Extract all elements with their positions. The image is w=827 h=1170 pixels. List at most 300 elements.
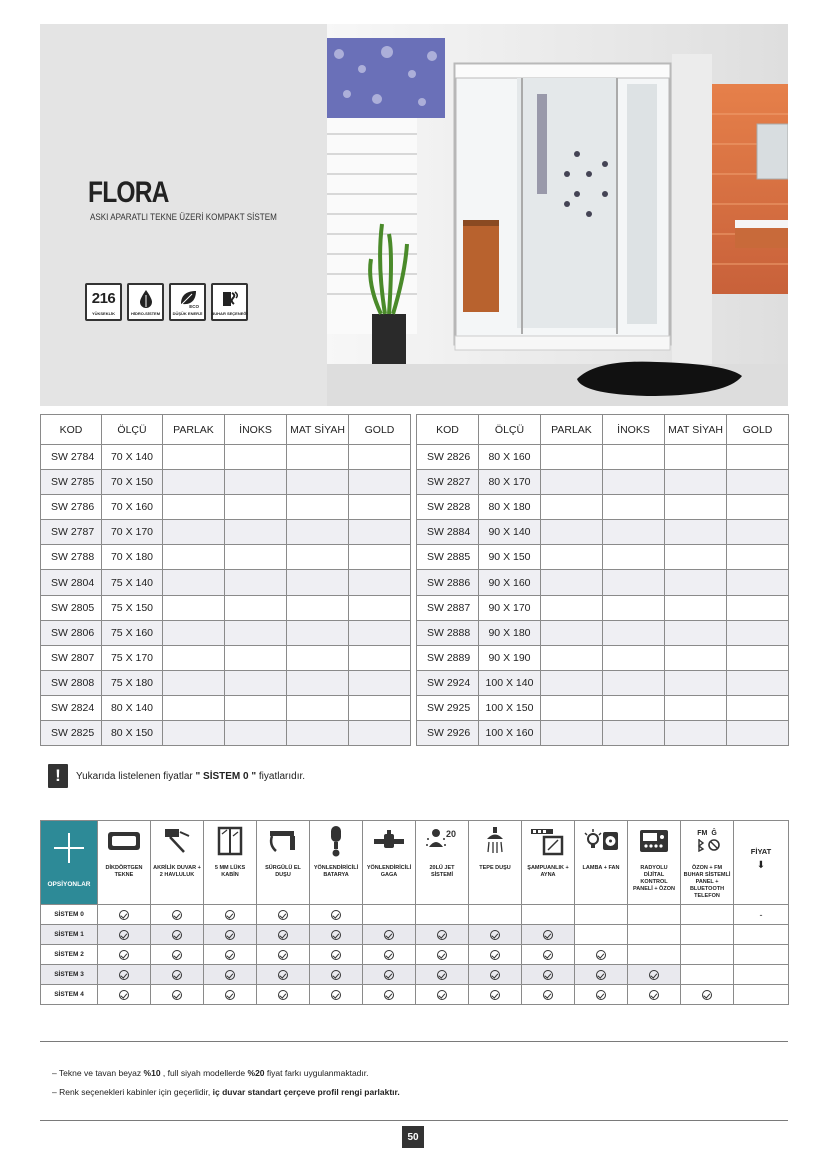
product-size: 75 X 140 — [102, 570, 163, 595]
price-cell-gold — [349, 495, 411, 520]
table-row — [41, 545, 411, 570]
option-label: 5 MM LÜKS KABİN — [214, 865, 246, 878]
product-code: SW 2889 — [417, 645, 479, 670]
table-row — [41, 670, 411, 695]
product-code: SW 2824 — [41, 695, 102, 720]
price-cell-parlak — [541, 545, 603, 570]
price-cell-inoks — [225, 470, 287, 495]
price-cell-inoks — [603, 470, 665, 495]
option-cell — [522, 945, 575, 965]
product-size: 100 X 150 — [479, 695, 541, 720]
option-cell — [681, 905, 734, 925]
price-cell-mat-siyah — [287, 620, 349, 645]
check-icon — [172, 970, 182, 980]
check-icon — [331, 970, 341, 980]
warning-icon: ! — [48, 764, 68, 788]
price-cell-inoks — [225, 670, 287, 695]
price-cell-mat-siyah — [287, 545, 349, 570]
option-cell — [98, 925, 151, 945]
col-header-olcu: ÖLÇÜ — [102, 415, 163, 445]
option-cell — [151, 985, 204, 1005]
system-name: SİSTEM 3 — [41, 965, 98, 985]
option-col-mixer — [310, 821, 363, 905]
hand-shower-icon — [151, 823, 203, 859]
check-icon — [490, 930, 500, 940]
option-cell — [257, 905, 310, 925]
system-row — [41, 905, 789, 925]
product-code: SW 2784 — [41, 445, 102, 470]
footer-divider — [40, 1120, 788, 1121]
price-cell-gold — [727, 695, 789, 720]
price-cell-mat-siyah — [287, 520, 349, 545]
table-row — [417, 570, 789, 595]
check-icon — [437, 990, 447, 1000]
product-code: SW 2924 — [417, 670, 479, 695]
price-cell-parlak — [541, 495, 603, 520]
option-cell — [416, 945, 469, 965]
price-cell-parlak — [163, 570, 225, 595]
price-cell-gold — [349, 595, 411, 620]
badge-caption: BUHAR SEÇENEĞİ — [211, 311, 248, 316]
price-cell-gold — [727, 670, 789, 695]
option-cell — [363, 905, 416, 925]
hydro-badge — [127, 283, 164, 321]
footer-text: – Tekne ve tavan beyaz — [52, 1068, 142, 1078]
option-label: RADYOLU DİJİTAL KONTROL PANELİ + ÖZON — [633, 865, 675, 892]
option-cell — [522, 925, 575, 945]
table-row — [417, 545, 789, 570]
footer-note-1 — [52, 1068, 368, 1078]
options-table — [40, 820, 789, 1005]
price-cell-inoks — [603, 695, 665, 720]
price-cell-gold — [349, 721, 411, 746]
option-cell — [628, 905, 681, 925]
badge-caption: YÜKSEKLİK — [91, 311, 116, 316]
price-cell-inoks — [603, 645, 665, 670]
option-col-lamp-fan — [575, 821, 628, 905]
plus-icon — [41, 823, 97, 873]
price-cell-mat-siyah — [287, 721, 349, 746]
page-number: 50 — [402, 1126, 424, 1148]
col-header-gold: GOLD — [727, 415, 789, 445]
col-header-parlak: PARLAK — [541, 415, 603, 445]
option-label: YÖNLENDİRİCİLİ BATARYA — [313, 865, 359, 878]
option-cell — [628, 985, 681, 1005]
price-cell-gold — [727, 470, 789, 495]
price-cell-gold — [349, 570, 411, 595]
price-cell-gold — [349, 520, 411, 545]
product-code: SW 2787 — [41, 520, 102, 545]
price-cell-mat-siyah — [665, 620, 727, 645]
check-icon — [437, 930, 447, 940]
option-cell — [204, 945, 257, 965]
product-size: 90 X 170 — [479, 595, 541, 620]
price-cell-mat-siyah — [665, 445, 727, 470]
option-cell — [628, 945, 681, 965]
product-code: SW 2828 — [417, 495, 479, 520]
col-header-parlak: PARLAK — [163, 415, 225, 445]
option-cell — [469, 905, 522, 925]
check-icon — [119, 990, 129, 1000]
table-row — [417, 470, 789, 495]
option-cell — [469, 945, 522, 965]
system-name: SİSTEM 4 — [41, 985, 98, 1005]
mixer-icon — [310, 823, 362, 859]
options-label: OPSİYONLAR — [47, 881, 91, 888]
system-name: SİSTEM 2 — [41, 945, 98, 965]
system-row — [41, 925, 789, 945]
table-row — [417, 520, 789, 545]
footer-note-2 — [52, 1087, 400, 1097]
price-cell-inoks — [225, 721, 287, 746]
check-icon — [172, 990, 182, 1000]
product-size: 70 X 150 — [102, 470, 163, 495]
price-cell-mat-siyah — [287, 495, 349, 520]
price-cell-mat-siyah — [665, 545, 727, 570]
product-code: SW 2804 — [41, 570, 102, 595]
option-cell — [469, 965, 522, 985]
product-size: 90 X 150 — [479, 545, 541, 570]
check-icon — [596, 990, 606, 1000]
price-cell-inoks — [225, 545, 287, 570]
price-cell-inoks — [225, 570, 287, 595]
table-row — [41, 570, 411, 595]
check-icon — [119, 950, 129, 960]
price-cell-gold — [349, 545, 411, 570]
option-cell — [681, 925, 734, 945]
option-col-valve — [363, 821, 416, 905]
check-icon — [596, 950, 606, 960]
option-col-radio-bluetooth — [681, 821, 734, 905]
option-col-cabin — [204, 821, 257, 905]
price-cell-gold — [727, 545, 789, 570]
option-cell — [363, 965, 416, 985]
price-cell-parlak — [163, 445, 225, 470]
price-cell-inoks — [603, 721, 665, 746]
price-cell-mat-siyah — [287, 445, 349, 470]
product-size: 70 X 170 — [102, 520, 163, 545]
table-row — [41, 445, 411, 470]
check-icon — [543, 930, 553, 940]
options-header-row — [41, 821, 789, 905]
price-note — [48, 764, 305, 788]
option-cell — [98, 965, 151, 985]
check-icon — [490, 950, 500, 960]
system-row — [41, 985, 789, 1005]
product-code: SW 2805 — [41, 595, 102, 620]
check-icon — [543, 990, 553, 1000]
price-table-left — [40, 414, 411, 746]
price-cell-gold — [727, 645, 789, 670]
option-cell — [469, 985, 522, 1005]
check-icon — [543, 950, 553, 960]
table-row — [41, 470, 411, 495]
lamp-fan-icon — [575, 823, 627, 859]
option-cell — [310, 965, 363, 985]
ozone-label: Ĝ — [711, 830, 717, 837]
price-cell-parlak — [541, 595, 603, 620]
table-row — [41, 695, 411, 720]
table-row — [41, 595, 411, 620]
price-cell-inoks — [603, 620, 665, 645]
price-cell-parlak — [163, 670, 225, 695]
check-icon — [596, 970, 606, 980]
product-size: 90 X 180 — [479, 620, 541, 645]
check-icon — [278, 930, 288, 940]
option-col-tray — [98, 821, 151, 905]
option-col-shelf — [522, 821, 575, 905]
product-size: 90 X 140 — [479, 520, 541, 545]
system-name: SİSTEM 1 — [41, 925, 98, 945]
price-cell-inoks — [603, 495, 665, 520]
product-code: SW 2885 — [417, 545, 479, 570]
footer-percent: %20 — [247, 1068, 265, 1078]
option-label: ŞAMPUANLIK + AYNA — [527, 865, 569, 878]
down-arrow-icon: ⬇ — [756, 860, 766, 871]
col-header-inoks: İNOKS — [603, 415, 665, 445]
price-cell-parlak — [163, 721, 225, 746]
option-cell — [416, 925, 469, 945]
price-cell-parlak — [163, 470, 225, 495]
price-cell-inoks — [225, 695, 287, 720]
check-icon — [119, 910, 129, 920]
price-cell-mat-siyah — [665, 570, 727, 595]
table-row — [41, 645, 411, 670]
product-size: 80 X 160 — [479, 445, 541, 470]
check-icon — [649, 990, 659, 1000]
price-cell-gold — [727, 445, 789, 470]
check-icon — [437, 950, 447, 960]
check-icon — [331, 930, 341, 940]
option-cell — [204, 965, 257, 985]
system-price — [734, 945, 789, 965]
price-cell-inoks — [603, 520, 665, 545]
price-cell-mat-siyah — [665, 695, 727, 720]
price-cell-parlak — [541, 620, 603, 645]
footer-bold-text: iç duvar standart çerçeve profil rengi parlaktır. — [212, 1087, 400, 1097]
option-cell — [469, 925, 522, 945]
col-header-gold: GOLD — [349, 415, 411, 445]
check-icon — [225, 910, 235, 920]
check-icon — [384, 990, 394, 1000]
check-icon — [331, 950, 341, 960]
price-cell-inoks — [603, 545, 665, 570]
price-cell-parlak — [541, 670, 603, 695]
product-code: SW 2807 — [41, 645, 102, 670]
price-cell-gold — [349, 645, 411, 670]
table-row — [417, 495, 789, 520]
option-cell — [416, 985, 469, 1005]
product-code: SW 2806 — [41, 620, 102, 645]
option-col-head-shower — [469, 821, 522, 905]
height-value: 216 — [91, 290, 116, 307]
price-cell-gold — [727, 495, 789, 520]
check-icon — [384, 930, 394, 940]
check-icon — [278, 950, 288, 960]
price-cell-mat-siyah — [287, 595, 349, 620]
price-cell-mat-siyah — [665, 595, 727, 620]
option-cell — [575, 945, 628, 965]
table-row — [417, 645, 789, 670]
product-size: 80 X 150 — [102, 721, 163, 746]
option-cell — [628, 925, 681, 945]
check-icon — [119, 930, 129, 940]
price-cell-mat-siyah — [287, 470, 349, 495]
price-cell-gold — [349, 670, 411, 695]
product-code: SW 2886 — [417, 570, 479, 595]
table-row — [417, 670, 789, 695]
price-cell-inoks — [225, 495, 287, 520]
price-cell-gold — [727, 570, 789, 595]
price-cell-inoks — [603, 570, 665, 595]
option-cell — [522, 985, 575, 1005]
price-cell-gold — [349, 445, 411, 470]
price-cell-gold — [349, 620, 411, 645]
option-cell — [98, 945, 151, 965]
option-cell — [204, 905, 257, 925]
option-cell — [681, 945, 734, 965]
price-cell-inoks — [603, 595, 665, 620]
option-cell — [363, 945, 416, 965]
check-icon — [702, 990, 712, 1000]
option-cell — [98, 985, 151, 1005]
svg-text:20: 20 — [446, 829, 457, 839]
options-corner — [41, 821, 98, 905]
product-size: 70 X 180 — [102, 545, 163, 570]
fm-label: FM — [697, 830, 708, 837]
price-cell-parlak — [163, 695, 225, 720]
eco-label: ECO — [189, 304, 199, 309]
cabin-door-icon — [204, 823, 256, 859]
table-header-row — [41, 415, 411, 445]
product-size: 90 X 160 — [479, 570, 541, 595]
price-cell-parlak — [541, 470, 603, 495]
check-icon — [172, 910, 182, 920]
system-row — [41, 945, 789, 965]
product-size: 100 X 140 — [479, 670, 541, 695]
price-cell-parlak — [541, 520, 603, 545]
product-size: 75 X 180 — [102, 670, 163, 695]
shelf-mirror-icon — [522, 823, 574, 859]
option-cell — [363, 985, 416, 1005]
option-cell — [628, 965, 681, 985]
price-cell-mat-siyah — [287, 695, 349, 720]
radio-bluetooth-icon — [681, 823, 733, 859]
check-icon — [543, 970, 553, 980]
footer-text: – Renk seçenekleri kabinler için geçerlidir, — [52, 1087, 211, 1097]
height-badge — [85, 283, 122, 321]
product-size: 70 X 160 — [102, 495, 163, 520]
option-cell — [257, 925, 310, 945]
footer-divider — [40, 1041, 788, 1042]
price-cell-inoks — [603, 445, 665, 470]
option-cell — [98, 905, 151, 925]
footer-text: , full siyah modellerde — [162, 1068, 246, 1078]
option-label: SÜRGÜLÜ EL DUŞU — [265, 865, 301, 878]
check-icon — [119, 970, 129, 980]
table-row — [41, 620, 411, 645]
control-panel-icon — [628, 823, 680, 859]
product-code: SW 2887 — [417, 595, 479, 620]
price-cell-mat-siyah — [665, 645, 727, 670]
price-cell-inoks — [225, 620, 287, 645]
table-row — [417, 620, 789, 645]
option-cell — [257, 965, 310, 985]
product-code: SW 2888 — [417, 620, 479, 645]
valve-icon — [363, 823, 415, 859]
shower-cabin-image — [327, 24, 788, 406]
option-cell — [575, 905, 628, 925]
price-table-right — [416, 414, 789, 746]
option-cell — [257, 985, 310, 1005]
system-price — [734, 965, 789, 985]
hose-icon — [257, 823, 309, 859]
col-header-inoks: İNOKS — [225, 415, 287, 445]
price-header: FİYAT — [750, 847, 772, 856]
system-price: - — [734, 905, 789, 925]
option-col-hand-shower — [151, 821, 204, 905]
product-code: SW 2788 — [41, 545, 102, 570]
check-icon — [225, 930, 235, 940]
option-cell — [151, 965, 204, 985]
product-size: 100 X 160 — [479, 721, 541, 746]
check-icon — [490, 970, 500, 980]
option-label: DİKDÖRTGEN TEKNE — [105, 865, 143, 878]
note-highlight: " SİSTEM 0 " — [195, 770, 257, 782]
check-icon — [225, 990, 235, 1000]
price-cell-parlak — [163, 545, 225, 570]
price-cell-parlak — [541, 721, 603, 746]
option-cell — [522, 965, 575, 985]
price-cell-parlak — [163, 495, 225, 520]
product-size: 80 X 180 — [479, 495, 541, 520]
col-header-kod: KOD — [417, 415, 479, 445]
footer-text: fiyat farkı uygulanmaktadır. — [266, 1068, 369, 1078]
option-label: LAMBA + FAN — [582, 865, 620, 871]
steam-icon — [220, 289, 240, 309]
system-name: SİSTEM 0 — [41, 905, 98, 925]
price-cell-inoks — [225, 520, 287, 545]
check-icon — [437, 970, 447, 980]
price-cell-mat-siyah — [287, 570, 349, 595]
price-cell-inoks — [225, 445, 287, 470]
price-cell-inoks — [225, 645, 287, 670]
product-code: SW 2786 — [41, 495, 102, 520]
check-icon — [278, 910, 288, 920]
option-cell — [257, 945, 310, 965]
check-icon — [225, 970, 235, 980]
system-price — [734, 925, 789, 945]
product-code: SW 2826 — [417, 445, 479, 470]
check-icon — [278, 970, 288, 980]
price-cell-parlak — [163, 645, 225, 670]
option-cell — [204, 985, 257, 1005]
price-cell-gold — [727, 520, 789, 545]
product-size: 70 X 140 — [102, 445, 163, 470]
product-subtitle: ASKI APARATLI TEKNE ÜZERİ KOMPAKT SİSTEM — [90, 212, 277, 223]
col-header-mat-siyah: MAT SİYAH — [665, 415, 727, 445]
option-cell — [416, 965, 469, 985]
product-code: SW 2925 — [417, 695, 479, 720]
option-cell — [522, 905, 575, 925]
product-photo — [327, 24, 788, 406]
product-code: SW 2884 — [417, 520, 479, 545]
option-cell — [681, 985, 734, 1005]
price-cell-gold — [349, 470, 411, 495]
check-icon — [172, 950, 182, 960]
price-cell-mat-siyah — [665, 495, 727, 520]
option-label: 20LÜ JET SİSTEMİ — [429, 865, 455, 878]
